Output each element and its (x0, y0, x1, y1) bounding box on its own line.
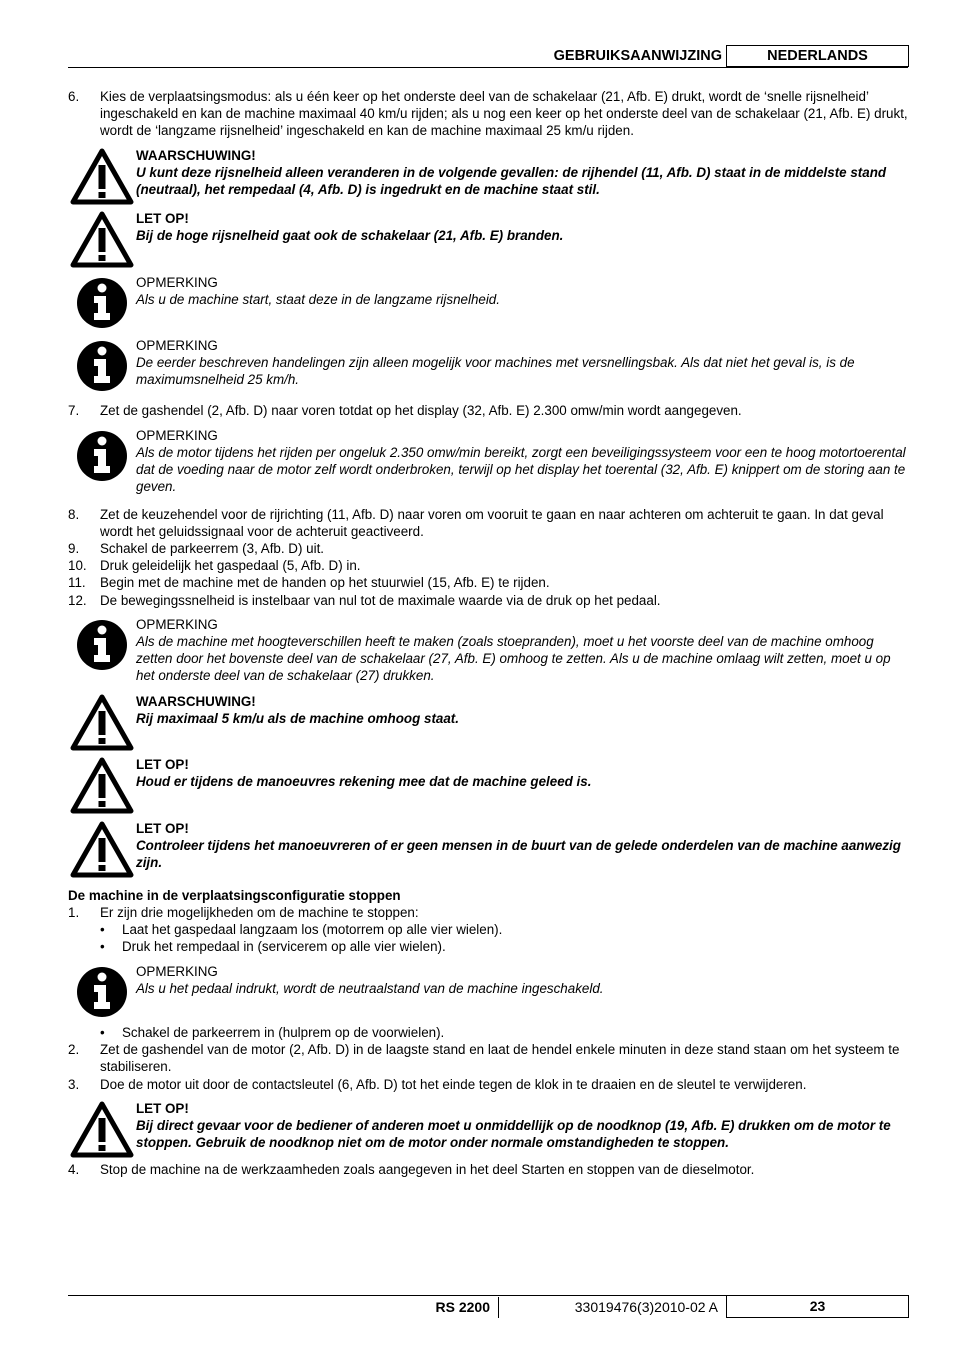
footer-separator (498, 1297, 499, 1318)
info-icon (70, 427, 134, 491)
caution-note (70, 756, 910, 790)
warning-triangle-icon (70, 210, 134, 274)
warning-triangle-icon (70, 147, 134, 211)
step-number: 11. (68, 575, 86, 590)
info-note (70, 616, 910, 684)
step-number: 10. (68, 558, 87, 573)
language-label: NEDERLANDS (726, 45, 909, 67)
list-item-step-9 (68, 540, 910, 557)
step-text: Stop de machine na de werkzaamheden zoals aangegeven in het deel Starten en stoppen van de dieselmotor. (100, 1162, 755, 1177)
bullet-marker: • (100, 939, 105, 954)
note-text: Bij de hoge rijsnelheid gaat ook de schakelaar (21, Afb. E) branden. (136, 228, 564, 243)
note-heading: OPMERKING (136, 964, 218, 979)
step-number: 8. (68, 507, 80, 522)
step-text: Er zijn drie mogelijkheden om de machine te stoppen: (100, 905, 419, 920)
page-number: 23 (726, 1295, 909, 1318)
list-item-step-8 (68, 506, 910, 540)
note-heading: OPMERKING (136, 275, 218, 290)
warning-note (70, 147, 910, 198)
list-item-step-10 (68, 557, 910, 574)
note-heading: WAARSCHUWING! (136, 148, 256, 163)
list-item-step-7 (68, 402, 910, 419)
note-text: Houd er tijdens de manoeuvres rekening mee dat de machine geleed is. (136, 774, 592, 789)
bullet-text: Laat het gaspedaal langzaam los (motorrem op alle vier wielen). (122, 922, 503, 937)
step-text: Doe de motor uit door de contactsleutel (6, Afb. D) tot het einde tegen de klok in te draaien en de sleutel te verwijderen. (100, 1077, 807, 1092)
list-item-step-12 (68, 592, 910, 609)
note-heading: LET OP! (136, 757, 189, 772)
bullet-text: Druk het rempedaal in (servicerem op alle vier wielen). (122, 939, 446, 954)
list-item-step-6 (68, 88, 910, 139)
info-icon (70, 963, 134, 1027)
info-icon (70, 616, 134, 680)
step-text: Schakel de parkeerrem (3, Afb. D) uit. (100, 541, 325, 556)
note-text: Controleer tijdens het manoeuvreren of er geen mensen in de buurt van de gelede onderdelen van de machine aanwezig zijn. (136, 838, 901, 870)
info-icon (70, 337, 134, 401)
info-icon (70, 274, 134, 338)
step-number: 3. (68, 1077, 80, 1092)
info-note (70, 427, 910, 495)
step-number: 12. (68, 593, 87, 608)
note-text: Rij maximaal 5 km/u als de machine omhoog staat. (136, 711, 459, 726)
warning-note (70, 693, 910, 727)
caution-note (70, 820, 910, 871)
list-item-step-11 (68, 574, 910, 591)
list-item-stop-1 (68, 904, 910, 921)
warning-triangle-icon (70, 1100, 134, 1164)
note-text: Als u het pedaal indrukt, wordt de neutraalstand van de machine ingeschakeld. (136, 981, 604, 996)
document-code: 33019476(3)2010-02 A (574, 1299, 718, 1315)
bullet-item (100, 921, 900, 938)
document-title: GEBRUIKSAANWIJZING (553, 48, 722, 64)
info-note (70, 274, 910, 308)
note-heading: OPMERKING (136, 617, 218, 632)
step-text: Kies de verplaatsingsmodus: als u één keer op het onderste deel van de schakelaar (21, Afb. E) drukt, wordt de ‘snelle rijsnelheid’ ingeschakeld en kan de machine maximaal 40 km/u rijden; als u nog een keer op het onderste deel van de schakelaar (21, Afb. E) drukt, wordt de ‘langzame rijsnelheid’ ingeschakeld en kan de machine maximaal 25 km/u rijden. (100, 89, 908, 138)
warning-triangle-icon (70, 756, 134, 820)
warning-triangle-icon (70, 693, 134, 757)
bullet-text: Schakel de parkeerrem in (hulprem op de voorwielen). (122, 1025, 445, 1040)
note-heading: LET OP! (136, 211, 189, 226)
step-text: De bewegingssnelheid is instelbaar van nul tot de maximale waarde via de druk op het pedaal. (100, 593, 661, 608)
bullet-item (100, 1024, 900, 1041)
bullet-marker: • (100, 1025, 105, 1040)
list-item-stop-2 (68, 1041, 910, 1075)
step-number: 1. (68, 905, 80, 920)
model-name: RS 2200 (435, 1299, 490, 1315)
step-number: 7. (68, 403, 80, 418)
note-heading: OPMERKING (136, 428, 218, 443)
step-number: 9. (68, 541, 80, 556)
info-note (70, 337, 910, 388)
list-item-stop-4 (68, 1161, 910, 1178)
caution-note (70, 210, 910, 244)
bullet-marker: • (100, 922, 105, 937)
info-note (70, 963, 910, 997)
caution-note (70, 1100, 910, 1151)
note-heading: OPMERKING (136, 338, 218, 353)
step-text: Begin met de machine met de handen op het stuurwiel (15, Afb. E) te rijden. (100, 575, 550, 590)
header-rule (68, 67, 908, 68)
note-text: Bij direct gevaar voor de bediener of anderen moet u onmiddellijk op de noodknop (19, Afb. E) drukken om de motor te stoppen. Gebruik de noodknop niet om de motor onder normale omstandigheden te stoppen. (136, 1118, 891, 1150)
step-number: 6. (68, 89, 80, 104)
note-text: Als u de machine start, staat deze in de langzame rijsnelheid. (136, 292, 500, 307)
note-heading: LET OP! (136, 1101, 189, 1116)
step-text: Zet de gashendel van de motor (2, Afb. D) in de laagste stand en laat de hendel enkele minuten in deze stand staan om het systeem te stabiliseren. (100, 1042, 900, 1074)
step-text: Zet de gashendel (2, Afb. D) naar voren totdat op het display (32, Afb. E) 2.300 omw/min wordt aangegeven. (100, 403, 742, 418)
note-text: De eerder beschreven handelingen zijn alleen mogelijk voor machines met versnellingsbak. Als dat niet het geval is, is de maximumsnelheid 25 km/h. (136, 355, 855, 387)
step-number: 4. (68, 1162, 80, 1177)
note-heading: WAARSCHUWING! (136, 694, 256, 709)
note-heading: LET OP! (136, 821, 189, 836)
step-text: Druk geleidelijk het gaspedaal (5, Afb. D) in. (100, 558, 361, 573)
note-text: Als de motor tijdens het rijden per ongeluk 2.350 omw/min bereikt, zorgt een beveiligingssysteem voor een te hoog motortoerental dat de voeding naar de motor zelf wordt onderbroken, terwijl op het display het toerental (32, Afb. E) knippert om de storing aan te geven. (136, 445, 906, 494)
step-number: 2. (68, 1042, 80, 1057)
section-heading: De machine in de verplaatsingsconfiguratie stoppen (68, 888, 401, 903)
note-text: U kunt deze rijsnelheid alleen veranderen in de volgende gevallen: de rijhendel (11, Afb. D) staat in de middelste stand (neutraal), het rempedaal (4, Afb. D) is ingedrukt en de machine staat stil. (136, 165, 887, 197)
note-text: Als de machine met hoogteverschillen heeft te maken (zoals stoepranden), moet u het voorste deel van de machine omhoog zetten door het bovenste deel van de schakelaar (27, Afb. E) omhoog te zetten. Als u de machine omlaag wilt zetten, moet u op het onderste deel van de schakelaar (27) drukken. (136, 634, 891, 683)
step-text: Zet de keuzehendel voor de rijrichting (11, Afb. D) naar voren om vooruit te gaan en naar achteren om achteruit te gaan. In dat geval wordt het geluidssignaal voor de achteruit geactiveerd. (100, 507, 884, 539)
warning-triangle-icon (70, 820, 134, 884)
bullet-item (100, 938, 900, 955)
list-item-stop-3 (68, 1076, 910, 1093)
